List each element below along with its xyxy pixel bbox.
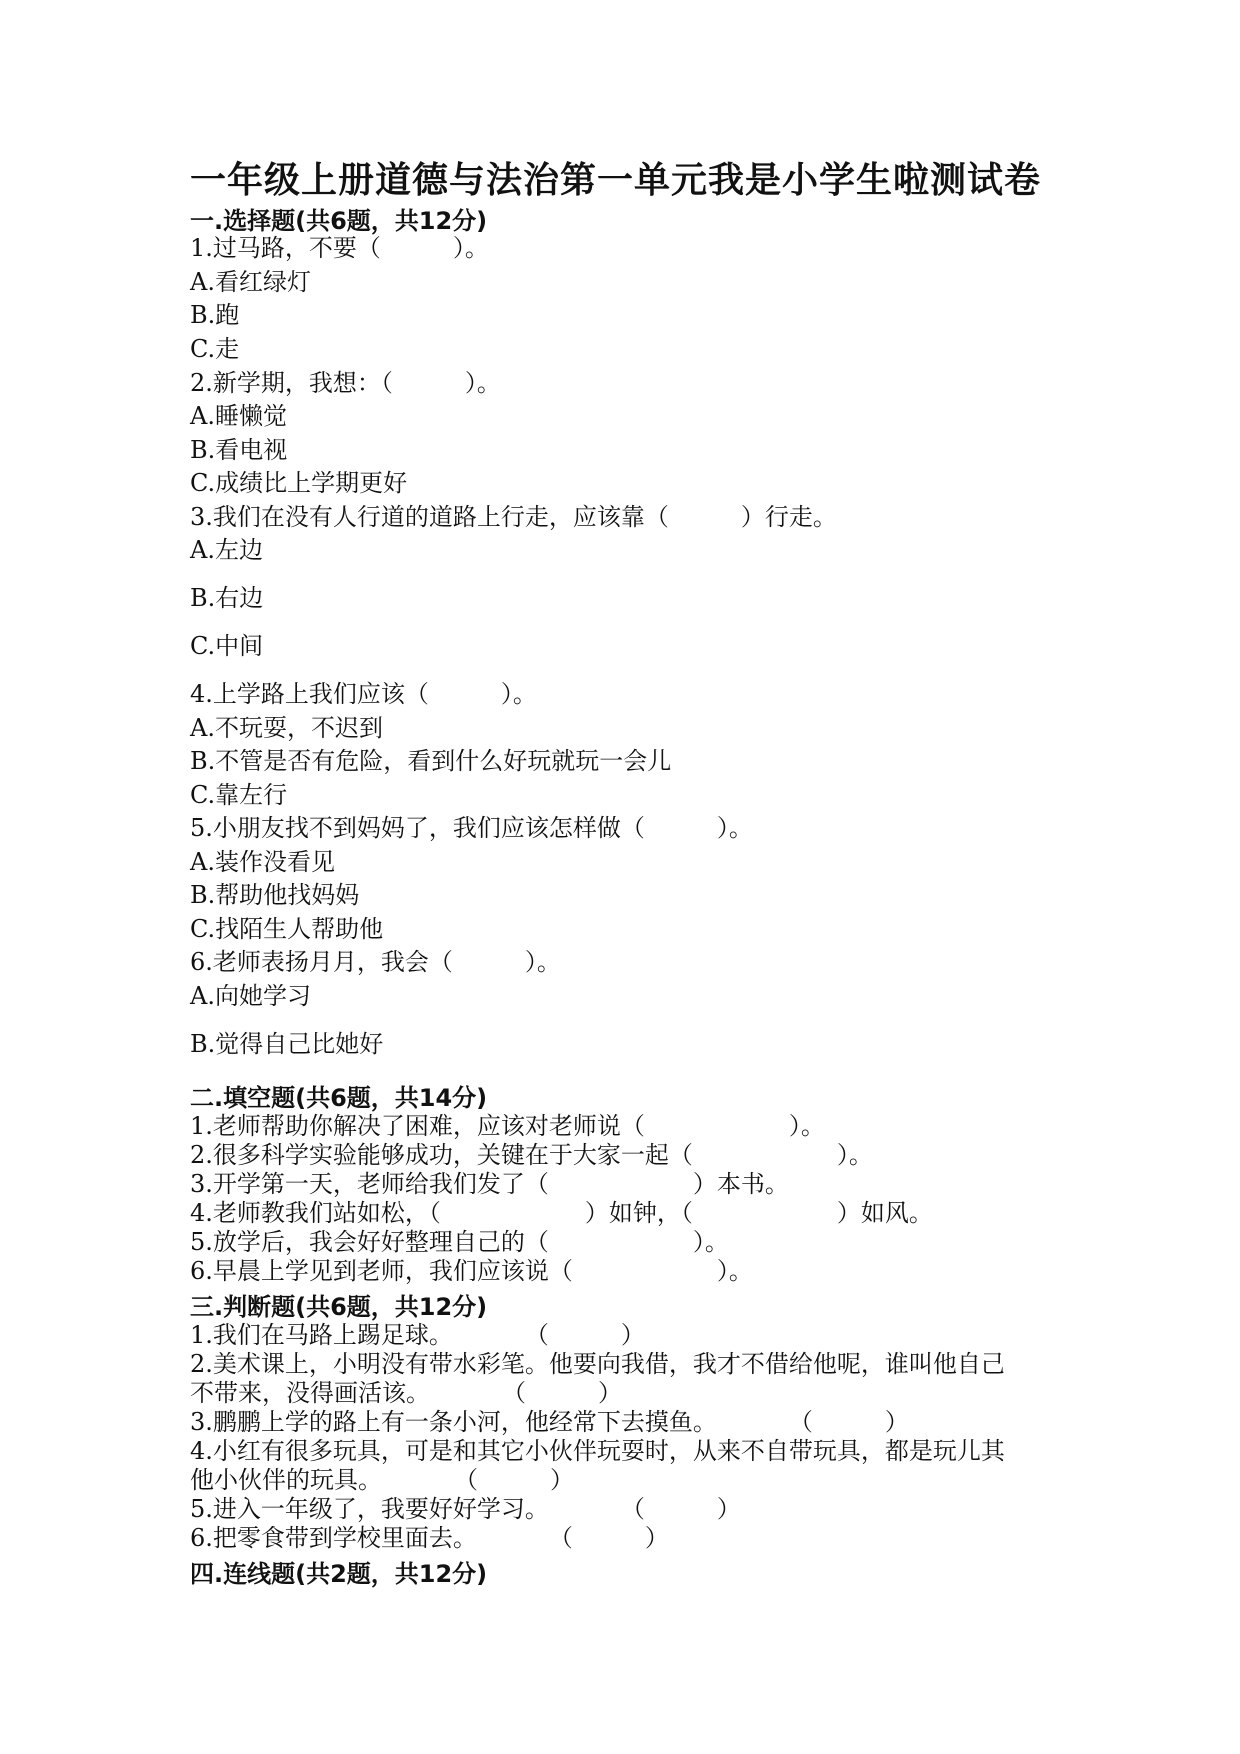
section-heading-judge: 三.判断题(共6题，共12分) xyxy=(190,1293,488,1321)
option: B.觉得自己比她好 xyxy=(190,1030,384,1058)
option: A.看红绿灯 xyxy=(190,268,311,296)
exam-title: 一年级上册道德与法治第一单元我是小学生啦测试卷 xyxy=(190,160,1042,201)
judge-item: 3.鹏鹏上学的路上有一条小河，他经常下去摸鱼。 （ ） xyxy=(190,1408,909,1436)
fill-item: 2.很多科学实验能够成功，关键在于大家一起（ ）。 xyxy=(190,1141,873,1169)
section-heading-choice: 一.选择题(共6题，共12分) xyxy=(190,207,488,235)
option: B.右边 xyxy=(190,584,264,612)
option: A.左边 xyxy=(190,536,263,564)
option: A.向她学习 xyxy=(190,982,311,1010)
question: 6.老师表扬月月，我会（ ）。 xyxy=(190,948,561,976)
option: C.走 xyxy=(190,335,240,363)
option: B.看电视 xyxy=(190,436,288,464)
option: C.靠左行 xyxy=(190,781,288,809)
option: B.帮助他找妈妈 xyxy=(190,881,360,909)
fill-item: 1.老师帮助你解决了困难，应该对老师说（ ）。 xyxy=(190,1112,825,1140)
fill-item: 4.老师教我们站如松，（ ）如钟，（ ）如风。 xyxy=(190,1199,933,1227)
judge-item: 2.美术课上，小明没有带水彩笔。他要向我借，我才不借给他呢，谁叫他自己 xyxy=(190,1350,1005,1378)
fill-item: 5.放学后，我会好好整理自己的（ ）。 xyxy=(190,1228,729,1256)
question: 5.小朋友找不到妈妈了，我们应该怎样做（ ）。 xyxy=(190,814,753,842)
judge-item: 5.进入一年级了，我要好好学习。 （ ） xyxy=(190,1495,741,1523)
judge-item: 4.小红有很多玩具，可是和其它小伙伴玩耍时，从来不自带玩具，都是玩儿其 xyxy=(190,1437,1005,1465)
fill-item: 6.早晨上学见到老师，我们应该说（ ）。 xyxy=(190,1257,753,1285)
judge-item: 6.把零食带到学校里面去。 （ ） xyxy=(190,1524,669,1552)
question: 2.新学期，我想：（ ）。 xyxy=(190,369,501,397)
option: A.不玩耍，不迟到 xyxy=(190,714,383,742)
option: C.找陌生人帮助他 xyxy=(190,915,384,943)
option: B.不管是否有危险，看到什么好玩就玩一会儿 xyxy=(190,747,672,775)
judge-item: 1.我们在马路上踢足球。 （ ） xyxy=(190,1321,645,1349)
judge-item: 不带来，没得画活该。 （ ） xyxy=(190,1379,622,1407)
option: B.跑 xyxy=(190,301,240,329)
question: 3.我们在没有人行道的道路上行走，应该靠（ ）行走。 xyxy=(190,503,837,531)
option: C.中间 xyxy=(190,632,264,660)
option: A.睡懒觉 xyxy=(190,402,287,430)
section-heading-fill: 二.填空题(共6题，共14分) xyxy=(190,1084,488,1112)
option: C.成绩比上学期更好 xyxy=(190,469,408,497)
option: A.装作没看见 xyxy=(190,848,335,876)
question: 1.过马路，不要（ ）。 xyxy=(190,234,489,262)
question: 4.上学路上我们应该（ ）。 xyxy=(190,680,537,708)
section-heading-match: 四.连线题(共2题，共12分) xyxy=(190,1560,488,1588)
judge-item: 他小伙伴的玩具。 （ ） xyxy=(190,1466,574,1494)
fill-item: 3.开学第一天，老师给我们发了（ ）本书。 xyxy=(190,1170,789,1198)
